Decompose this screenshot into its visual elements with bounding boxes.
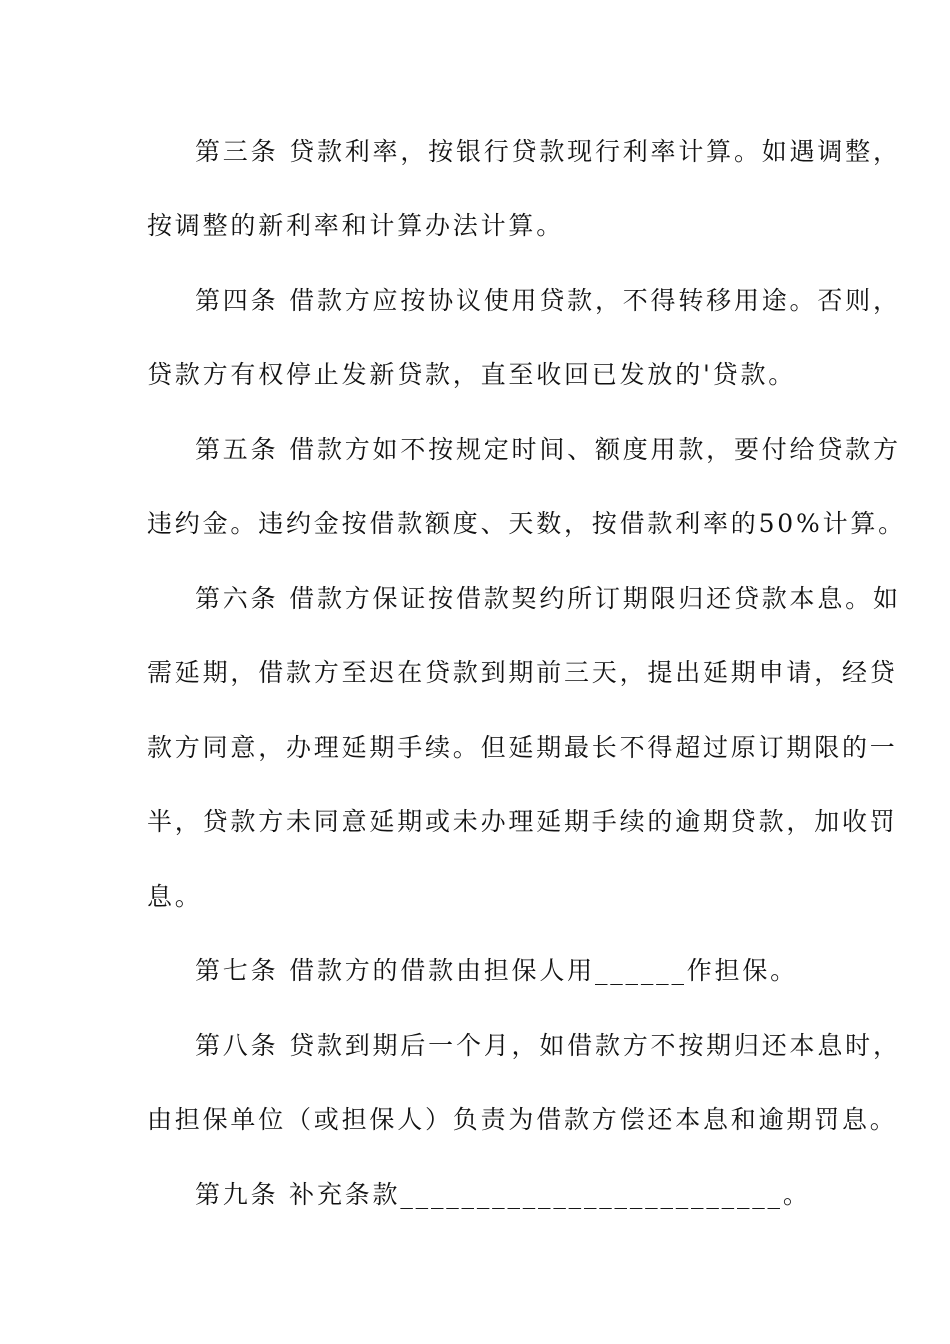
clause-6-line-1: 第六条 借款方保证按借款契约所订期限归还贷款本息。如 [195, 584, 901, 613]
clause-6-line-4: 半，贷款方未同意延期或未办理延期手续的逾期贷款，加收罚 [147, 807, 898, 836]
clause-6-line-3: 款方同意，办理延期手续。但延期最长不得超过原订期限的一 [147, 733, 898, 762]
clause-6-line-5: 息。 [147, 882, 203, 911]
clause-4-line-2: 贷款方有权停止发新贷款，直至收回已发放的'贷款。 [147, 360, 797, 389]
clause-7-line-1: 第七条 借款方的借款由担保人用______作担保。 [195, 956, 798, 985]
clause-5-line-2: 违约金。违约金按借款额度、天数，按借款利率的50%计算。 [147, 509, 906, 538]
clause-9-line-1: 第九条 补充条款_________________________。 [195, 1180, 811, 1209]
clause-8-line-2: 由担保单位（或担保人）负责为借款方偿还本息和逾期罚息。 [147, 1105, 898, 1134]
clause-3-line-1: 第三条 贷款利率，按银行贷款现行利率计算。如遇调整， [195, 137, 901, 166]
clause-8-line-1: 第八条 贷款到期后一个月，如借款方不按期归还本息时， [195, 1031, 901, 1060]
clause-3-line-2: 按调整的新利率和计算办法计算。 [147, 211, 565, 240]
clause-4-line-1: 第四条 借款方应按协议使用贷款，不得转移用途。否则， [195, 286, 901, 315]
clause-6-line-2: 需延期，借款方至迟在贷款到期前三天，提出延期申请，经贷 [147, 658, 898, 687]
clause-5-line-1: 第五条 借款方如不按规定时间、额度用款，要付给贷款方 [195, 435, 901, 464]
